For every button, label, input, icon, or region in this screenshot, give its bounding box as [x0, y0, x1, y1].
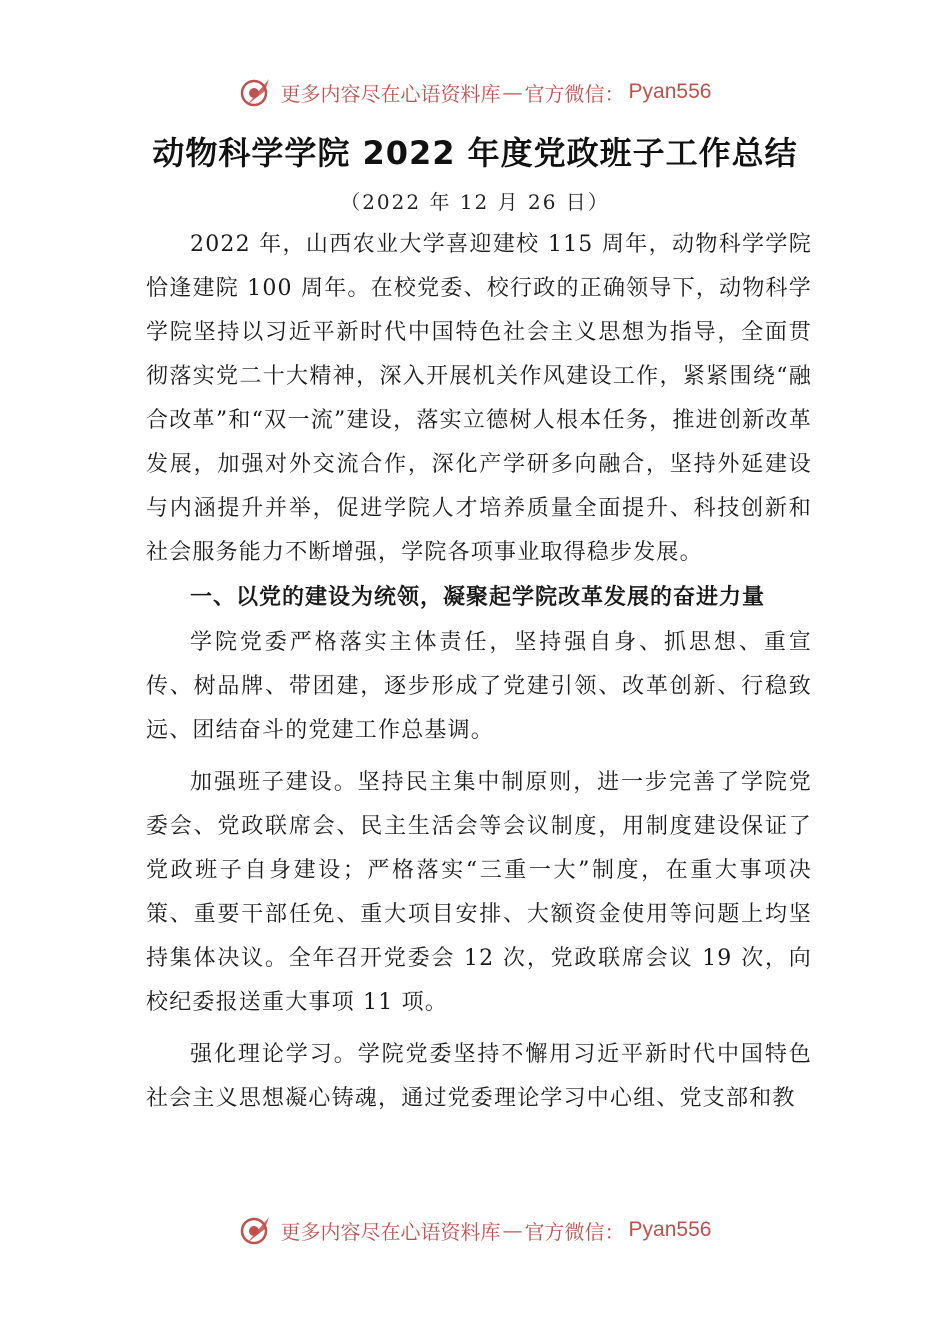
- banner-wechat-label: 官方微信：: [524, 1219, 625, 1244]
- banner-wechat-label: 官方微信：: [524, 81, 625, 106]
- section-paragraph-2: 加强班子建设。坚持民主集中制原则，进一步完善了学院党委会、党政联席会、民主生活会等会议制度，用制度建设保证了党政班子自身建设；严格落实“三重一大”制度，在重大事项决策、重要干部任免、重大项目安排、大额资金使用等问题上均坚持集体决议。全年召开党委会 12 次，党政联席会议 19 次，向校纪委报送重大事项 11 项。: [146, 770, 812, 1015]
- banner-text: 更多内容尽在心语资料库: [280, 81, 501, 106]
- section-paragraph-3: 强化理论学习。学院党委坚持不懈用习近平新时代中国特色社会主义思想凝心铸魂，通过党委理论学习中心组、党支部和教: [146, 1042, 812, 1111]
- banner-wechat-id: Pyan556: [628, 80, 712, 103]
- section-paragraph-1: 学院党委严格落实主体责任，坚持强自身、抓思想、重宣传、树品牌、带团建，逐步形成了党建引领、改革创新、行稳致远、团结奋斗的党建工作总基调。: [146, 630, 812, 743]
- banner-dash: —: [502, 80, 523, 104]
- quill-logo-icon: [239, 75, 273, 109]
- banner-wechat-id: Pyan556: [628, 1218, 712, 1241]
- banner-dash: —: [502, 1218, 523, 1242]
- quill-logo-icon: [239, 1213, 273, 1247]
- section-heading: 一、以党的建设为统领，凝聚起学院改革发展的奋进力量: [190, 585, 766, 610]
- header-banner: [0, 72, 950, 112]
- document-title: 动物科学学院 2022 年度党政班子工作总结: [152, 134, 798, 172]
- document-date: （2022 年 12 月 26 日）: [340, 190, 610, 214]
- banner-text: 更多内容尽在心语资料库: [280, 1219, 501, 1244]
- document-body: [146, 223, 812, 1121]
- intro-paragraph: 2022 年，山西农业大学喜迎建校 115 周年，动物科学学院恰逢建院 100 周年。在校党委、校行政的正确领导下，动物科学学院坚持以习近平新时代中国特色社会主义思想为指导，全面贯彻落实党二十大精神，深入开展机关作风建设工作，紧紧围绕“融合改革”和“双一流”建设，落实立德树人根本任务，推进创新改革发展，加强对外交流合作，深化产学研多向融合，坚持外延建设与内涵提升并举，促进学院人才培养质量全面提升、科技创新和社会服务能力不断增强，学院各项事业取得稳步发展。: [146, 232, 812, 565]
- footer-banner: [0, 1210, 950, 1250]
